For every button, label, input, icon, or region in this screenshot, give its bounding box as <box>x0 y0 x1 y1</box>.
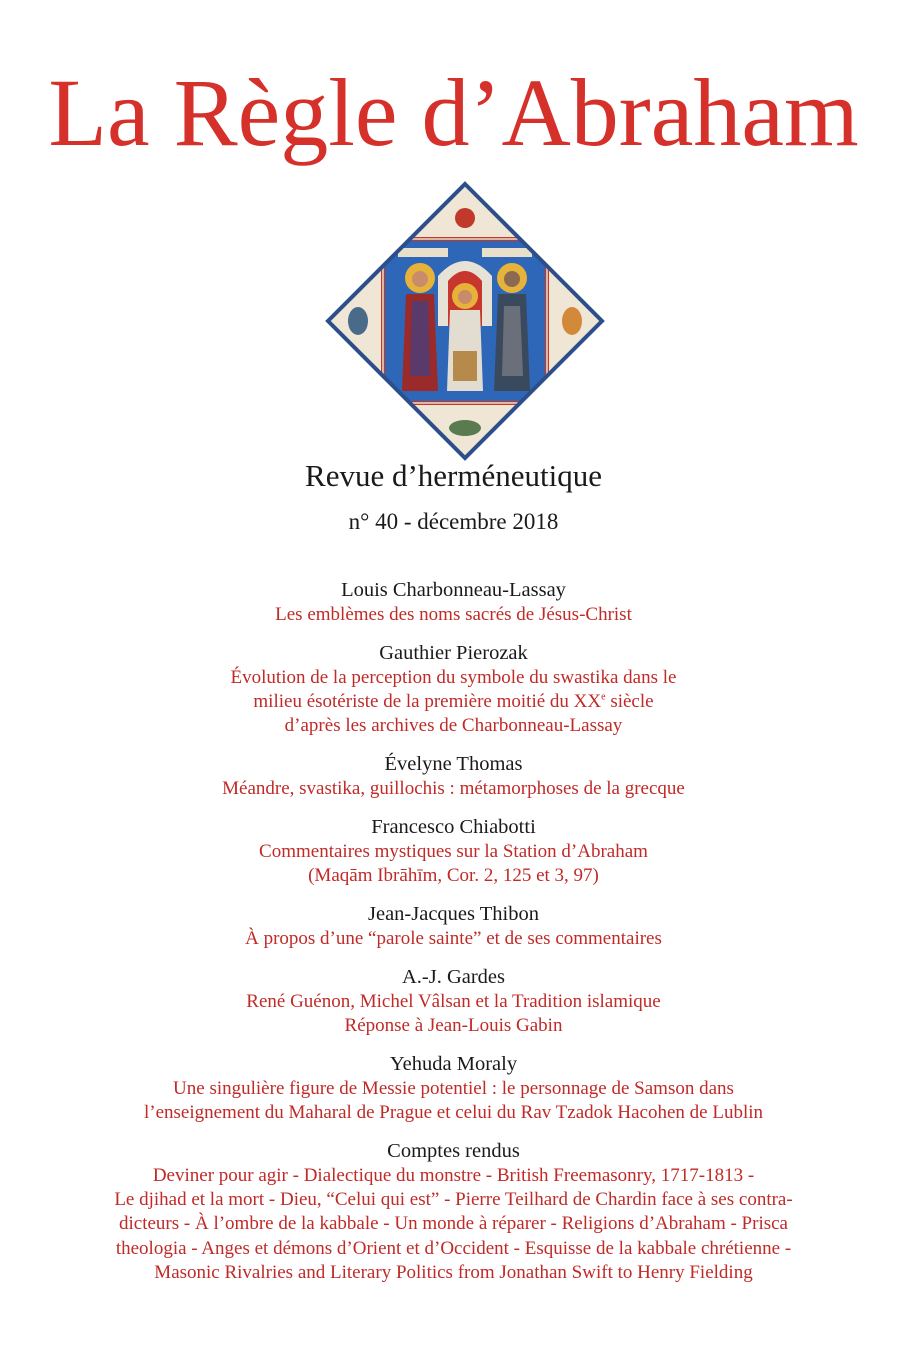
article-entry <box>60 965 847 1038</box>
article-title: Les emblèmes des noms sacrés de Jésus-Christ <box>275 604 632 625</box>
reviews-line: Masonic Rivalries and Literary Politics from Jonathan Swift to Henry Fielding <box>154 1261 753 1283</box>
article-entry <box>60 641 847 738</box>
journal-title: La Règle d’Abraham <box>48 59 859 166</box>
article-author: Évelyne Thomas <box>384 753 523 775</box>
article-title: Méandre, svastika, guillochis : métamorphoses de la grecque <box>222 778 685 799</box>
article-title: Commentaires mystiques sur la Station d’Abraham <box>259 841 648 862</box>
article-title-line: d’après les archives de Charbonneau-Lassay <box>284 715 623 736</box>
article-author: Jean-Jacques Thibon <box>368 903 539 925</box>
article-title-line: l’enseignement du Maharal de Prague et celui du Rav Tzadok Hacohen de Lublin <box>143 1102 764 1123</box>
reviews-line: theologia - Anges et démons d’Orient et d’Occident - Esquisse de la kabbale chrétienne - <box>115 1237 792 1259</box>
article-author: Gauthier Pierozak <box>379 642 528 664</box>
article-title: Une singulière figure de Messie potentiel : le personnage de Samson dans <box>173 1078 734 1099</box>
reviews-line: Deviner pour agir - Dialectique du monstre - British Freemasonry, 1717-1813 - <box>152 1165 755 1186</box>
reviews-heading: Comptes rendus <box>387 1140 520 1162</box>
superscript: e <box>601 691 606 703</box>
article-entry <box>60 815 847 888</box>
cover-emblem-image <box>320 176 610 466</box>
issue-number: n° 40 - décembre 2018 <box>348 509 559 534</box>
article-title: À propos d’une “parole sainte” et de ses commentaires <box>245 928 662 949</box>
article-title-text: milieu ésotériste de la première moitié du XX <box>253 691 602 712</box>
article-author: Yehuda Moraly <box>389 1053 518 1075</box>
article-author: Louis Charbonneau-Lassay <box>341 579 566 601</box>
article-entry <box>60 578 847 627</box>
article-title-line: Réponse à Jean-Louis Gabin <box>344 1015 563 1036</box>
article-title-text: siècle <box>605 691 654 712</box>
table-of-contents <box>60 578 847 1299</box>
article-title: Évolution de la perception du symbole du swastika dans le <box>230 667 677 688</box>
article-title-line: (Maqām Ibrāhīm, Cor. 2, 125 et 3, 97) <box>308 865 599 886</box>
reviews-line: dicteurs - À l’ombre de la kabbale - Un monde à réparer - Religions d’Abraham - Prisca <box>119 1213 788 1235</box>
article-author: A.-J. Gardes <box>401 966 506 988</box>
reviews-section <box>60 1139 847 1285</box>
article-entry <box>60 752 847 801</box>
article-title: René Guénon, Michel Vâlsan et la Tradition islamique <box>246 991 661 1012</box>
article-author: Francesco Chiabotti <box>371 816 536 838</box>
article-entry <box>60 902 847 951</box>
article-title-line <box>60 690 847 714</box>
article-entry <box>60 1052 847 1125</box>
journal-subtitle: Revue d’herméneutique <box>305 458 602 493</box>
reviews-line: Le djihad et la mort - Dieu, “Celui qui est” - Pierre Teilhard de Chardin face à ses contra- <box>114 1189 793 1211</box>
